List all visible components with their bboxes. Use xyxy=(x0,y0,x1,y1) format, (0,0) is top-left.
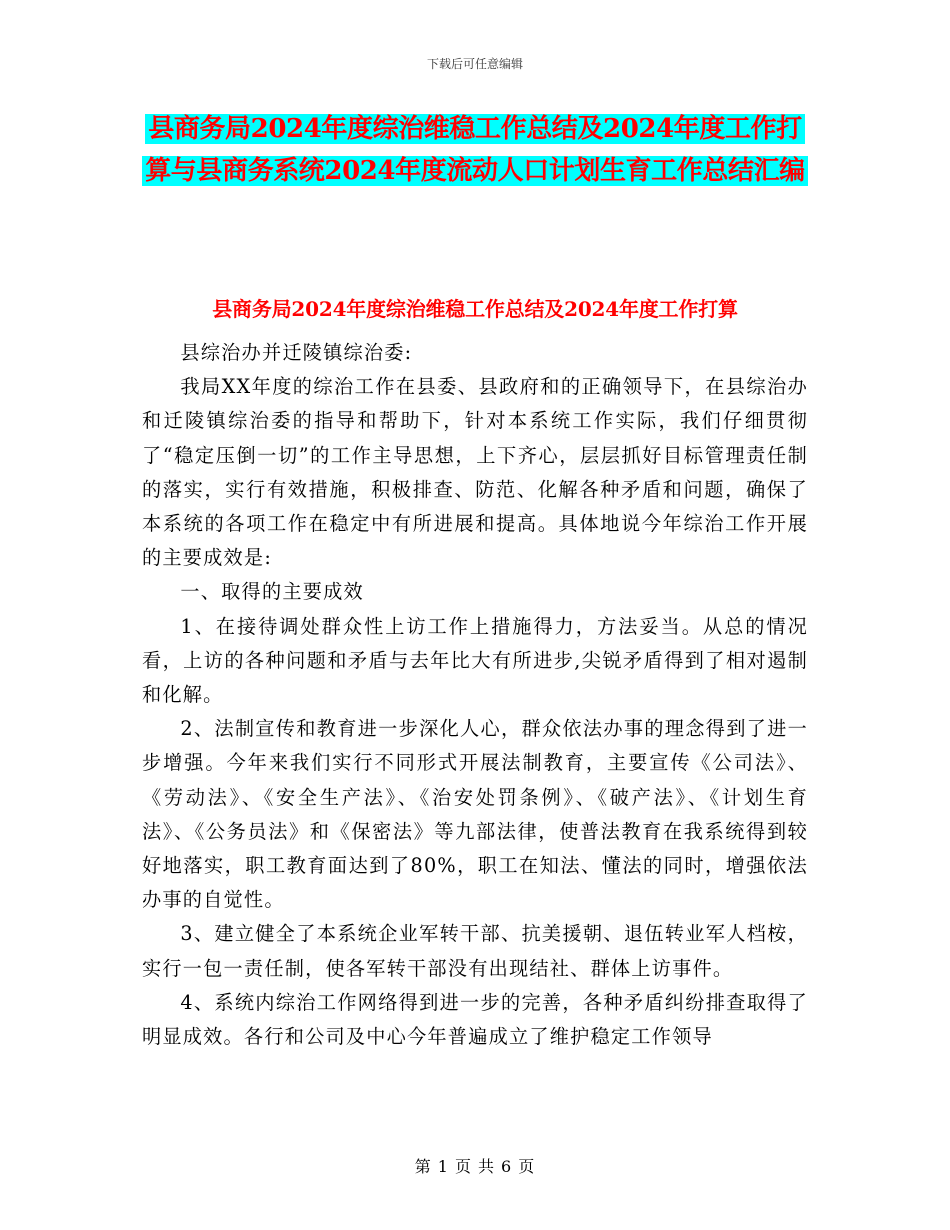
page-footer xyxy=(0,1154,950,1177)
paragraph-item-3: 3、建立健全了本系统企业军转干部、抗美援朝、退伍转业军人档桉，实行一包一责任制，使各军转干部没有出现结社、群体上访事件。 xyxy=(142,922,808,980)
main-title xyxy=(142,108,808,192)
paragraph-item-4: 4、系统内综治工作网络得到进一步的完善，各种矛盾纠纷排查取得了明显成效。各行和公司及中心今年普遍成立了维护稳定工作领导 xyxy=(142,990,808,1049)
footer-prefix: 第 xyxy=(414,1157,432,1176)
main-title-text: 县商务局2024年度综治维稳工作总结及2024年度工作打算与县商务系统2024年度流动人口计划生育工作总结汇编 xyxy=(142,114,808,186)
section-heading: 一、取得的主要成效 xyxy=(180,580,364,604)
footer-suffix: 页 xyxy=(518,1157,536,1176)
paragraph-item-1: 1、在接待调处群众性上访工作上措施得力，方法妥当。从总的情况看，上访的各种问题和矛盾与去年比大有所进步,尖锐矛盾得到了相对遏制和化解。 xyxy=(142,614,808,707)
sub-title: 县商务局2024年度综治维稳工作总结及2024年度工作打算 xyxy=(212,297,738,321)
header-note: 下载后可任意编辑 xyxy=(426,57,523,71)
paragraph-salutation: 县综治办并迁陵镇综治委: xyxy=(180,341,413,364)
footer-mid: 页 共 xyxy=(454,1157,496,1176)
paragraph-item-2: 2、法制宣传和教育进一步深化人心，群众依法办事的理念得到了进一步增强。今年来我们实行不同形式开展法制教育，主要宣传《公司法》、《劳动法》、《安全生产法》、《治安处罚条例》、《破产法》、《计划生育法》、《公务员法》和《保密法》等九部法律，使普法教育在我系统得到较好地落实，职工教育面达到了80%，职工在知法、懂法的同时，增强依法办事的自觉性。 xyxy=(142,717,808,912)
footer-total-pages: 6 xyxy=(501,1157,513,1176)
footer-page-number: 1 xyxy=(437,1157,449,1176)
paragraph-intro: 我局XX年度的综治工作在县委、县政府和的正确领导下，在县综治办和迁陵镇综治委的指导和帮助下，针对本系统工作实际，我们仔细贯彻了“稳定压倒一切”的工作主导思想，上下齐心，层层抓好目标管理责任制的落实，实行有效措施，积极排查、防范、化解各种矛盾和问题，确保了本系统的各项工作在稳定中有所进展和提高。具体地说今年综治工作开展的主要成效是: xyxy=(142,375,808,570)
body-text xyxy=(142,336,808,1054)
